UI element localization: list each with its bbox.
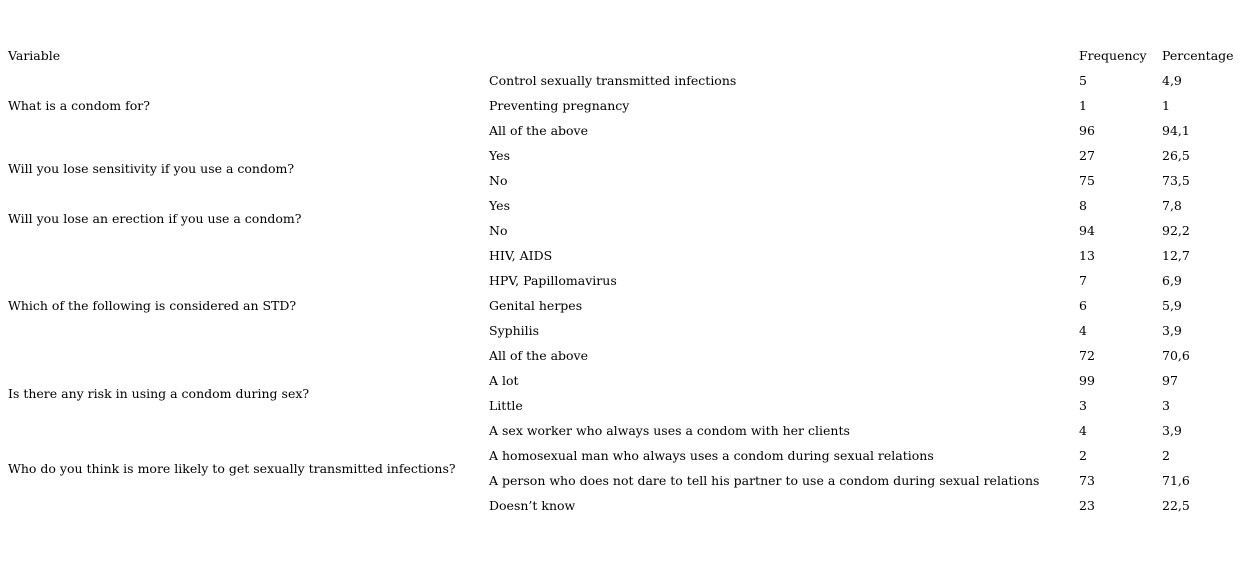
question-cell: Who do you think is more likely to get sexually transmitted infections?: [8, 460, 456, 476]
percentage-cell: 4,9: [1162, 73, 1182, 88]
percentage-cell: 3,9: [1162, 323, 1182, 338]
frequency-percentage-table: [8, 43, 1246, 518]
question-cell: Will you lose sensitivity if you use a condom?: [8, 160, 295, 176]
answer-cell: Control sexually transmitted infections: [489, 73, 737, 88]
percentage-cell: 22,5: [1162, 498, 1190, 513]
col-header-variable: Variable: [8, 48, 61, 63]
answer-cell: A person who does not dare to tell his partner to use a condom during sexual relations: [489, 473, 1040, 488]
percentage-cell: 3: [1162, 398, 1170, 413]
answer-cell: No: [489, 223, 508, 238]
table-row: [8, 143, 1246, 168]
answer-cell: Yes: [489, 148, 510, 163]
percentage-cell: 2: [1162, 448, 1170, 463]
answer-cell: A homosexual man who always uses a condom during sexual relations: [489, 448, 934, 463]
answer-cell: Genital herpes: [489, 298, 583, 313]
percentage-cell: 97: [1162, 373, 1178, 388]
header-row: [8, 43, 1246, 68]
percentage-cell: 7,8: [1162, 198, 1182, 213]
frequency-cell: 4: [1079, 423, 1087, 438]
frequency-cell: 13: [1079, 248, 1095, 263]
answer-cell: HPV, Papillomavirus: [489, 273, 617, 288]
answer-cell: Syphilis: [489, 323, 540, 338]
frequency-cell: 5: [1079, 73, 1087, 88]
col-header-answer: [489, 43, 1079, 68]
answer-cell: A lot: [489, 373, 519, 388]
frequency-cell: 73: [1079, 473, 1095, 488]
frequency-cell: 6: [1079, 298, 1087, 313]
answer-cell: Little: [489, 398, 523, 413]
table-row: [8, 193, 1246, 218]
answer-cell: All of the above: [489, 123, 589, 138]
percentage-cell: 6,9: [1162, 273, 1182, 288]
frequency-cell: 7: [1079, 273, 1087, 288]
percentage-cell: 12,7: [1162, 248, 1190, 263]
question-cell: Will you lose an erection if you use a condom?: [8, 210, 302, 226]
answer-cell: A sex worker who always uses a condom with her clients: [489, 423, 850, 438]
frequency-cell: 27: [1079, 148, 1095, 163]
frequency-cell: 8: [1079, 198, 1087, 213]
answer-cell: Preventing pregnancy: [489, 98, 630, 113]
percentage-cell: 5,9: [1162, 298, 1182, 313]
question-cell: What is a condom for?: [8, 98, 150, 113]
table-row: [8, 418, 1246, 443]
frequency-cell: 96: [1079, 123, 1095, 138]
percentage-cell: 92,2: [1162, 223, 1190, 238]
frequency-cell: 23: [1079, 498, 1095, 513]
answer-cell: Yes: [489, 198, 510, 213]
percentage-cell: 26,5: [1162, 148, 1190, 163]
percentage-cell: 1: [1162, 98, 1170, 113]
answer-cell: Doesn’t know: [489, 498, 576, 513]
table-row: [8, 68, 1246, 93]
answer-cell: HIV, AIDS: [489, 248, 553, 263]
answer-cell: All of the above: [489, 348, 589, 363]
col-header-frequency: Frequency: [1079, 48, 1147, 63]
frequency-cell: 1: [1079, 98, 1087, 113]
frequency-cell: 4: [1079, 323, 1087, 338]
frequency-cell: 72: [1079, 348, 1095, 363]
percentage-cell: 71,6: [1162, 473, 1190, 488]
question-cell: Is there any risk in using a condom during sex?: [8, 385, 310, 401]
table-row: [8, 243, 1246, 268]
frequency-cell: 99: [1079, 373, 1095, 388]
percentage-cell: 73,5: [1162, 173, 1190, 188]
frequency-cell: 3: [1079, 398, 1087, 413]
question-cell: Which of the following is considered an STD?: [8, 298, 297, 313]
answer-cell: No: [489, 173, 508, 188]
percentage-cell: 3,9: [1162, 423, 1182, 438]
frequency-cell: 75: [1079, 173, 1095, 188]
frequency-cell: 94: [1079, 223, 1095, 238]
frequency-cell: 2: [1079, 448, 1087, 463]
table-row: [8, 368, 1246, 393]
percentage-cell: 70,6: [1162, 348, 1190, 363]
percentage-cell: 94,1: [1162, 123, 1190, 138]
col-header-percentage: Percentage: [1162, 48, 1234, 63]
